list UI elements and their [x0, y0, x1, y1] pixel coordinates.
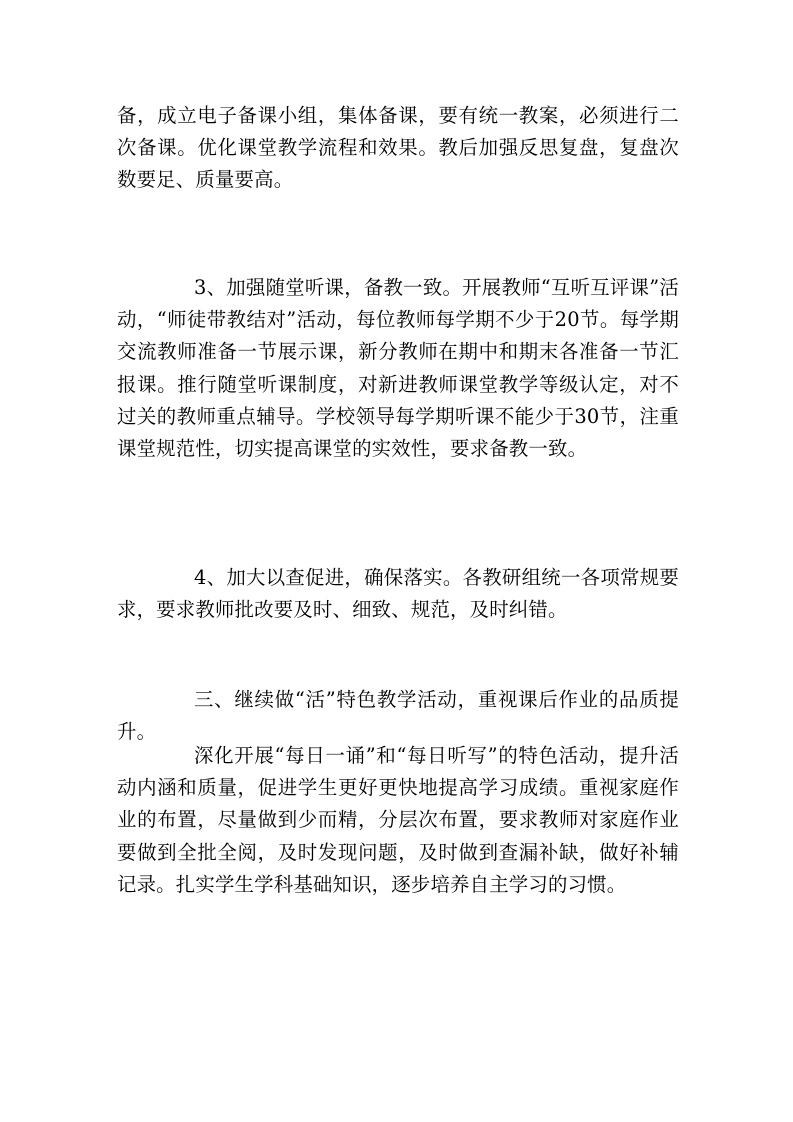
paragraph-lesson-prep: 备，成立电子备课小组，集体备课，要有统一教案，必须进行二次备课。优化课堂教学流程和效果。教后加强反思复盘，复盘次数要足、质量要高。 [117, 104, 679, 192]
section-heading-three: 三、继续做“活”特色教学活动，重视课后作业的品质提升。 [117, 688, 679, 744]
paragraph-classroom-observation: 3、加强随堂听课，备教一致。开展教师“互听互评课”活动，“师徒带教结对”活动，每位教师每学期不少于20节。每学期交流教师准备一节展示课，新分教师在期中和期末各准备一节汇报课。推行随堂听课制度，对新进教师课堂教学等级认定，对不过关的教师重点辅导。学校领导每学期听课不能少于30节，注重课堂规范性，切实提高课堂的实效性，要求备教一致。 [117, 276, 679, 461]
paragraph-homework-activities: 深化开展“每日一诵”和“每日听写”的特色活动，提升活动内涵和质量，促进学生更好更快地提高学习成绩。重视家庭作业的布置，尽量做到少而精，分层次布置，要求教师对家庭作业要做到全批全阅，及时发现问题，及时做到查漏补缺，做好补辅记录。扎实学生学科基础知识，逐步培养自主学习的习惯。 [117, 744, 679, 896]
paragraph-inspection: 4、加大以查促进，确保落实。各教研组统一各项常规要求，要求教师批改要及时、细致、规范，及时纠错。 [117, 566, 679, 622]
